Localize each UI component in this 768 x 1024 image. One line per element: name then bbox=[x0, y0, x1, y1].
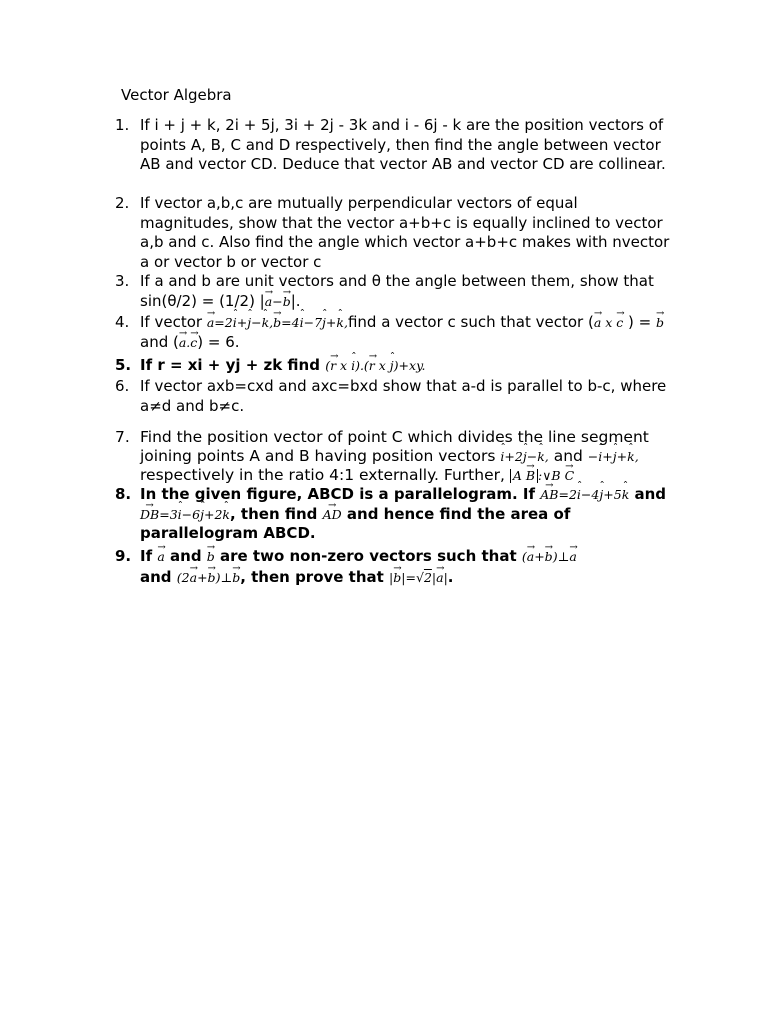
document-title: Vector Algebra bbox=[121, 86, 232, 104]
question-number: 2. bbox=[115, 194, 130, 212]
question-7 bbox=[115, 428, 675, 485]
question-3 bbox=[115, 272, 675, 311]
question-text: If r = xi + yj + zk find (→ r x ˆ i).(→ r x ˆ j)+xy. bbox=[140, 356, 675, 376]
math-expression: → DB=3ˆ i−6ˆ j+2ˆ k bbox=[140, 507, 230, 522]
question-number: 4. bbox=[115, 313, 130, 331]
question-8 bbox=[115, 485, 675, 544]
math-expression: → a bbox=[157, 549, 164, 564]
math-expression: −ˆ i+ˆ j+ˆ k, bbox=[588, 449, 639, 464]
math-expression: → a−→ b bbox=[265, 294, 291, 309]
question-text: In the given figure, ABCD is a parallelogram. If → AB=2ˆ i−4ˆ j+5ˆ k and → DB=3ˆ i−6ˆ j+2ˆ k, then find → AD and hence find the area of parallelogram ABCD. bbox=[140, 485, 675, 544]
math-expression: → b bbox=[656, 315, 664, 330]
question-text: If vector → a=2ˆ i+ˆ j−ˆ k,→ b=4ˆ i−7ˆ j+ˆ k,find a vector c such that vector (→ a x → c ) = → b and (→ a.→ c) = 6. bbox=[140, 313, 675, 352]
question-4 bbox=[115, 313, 675, 352]
math-expression: A → B :∨B → C bbox=[510, 468, 574, 483]
question-text: If i + j + k, 2i + 5j, 3i + 2j - 3k and i - 6j - k are the position vectors of points A, B, C and D respectively, then find the angle between vector AB and vector CD. Deduce that vector AB and vector CD are collinear. bbox=[140, 116, 666, 173]
math-expression: → a x → c bbox=[594, 315, 623, 330]
math-expression: → AD bbox=[323, 507, 342, 522]
math-expression: ˆ i+2ˆ j−ˆ k, bbox=[500, 449, 548, 464]
math-expression: → a=2ˆ i+ˆ j−ˆ k,→ b=4ˆ i−7ˆ j+ˆ k, bbox=[207, 315, 348, 330]
question-9 bbox=[115, 546, 675, 588]
math-expression: (→ a+→ b)⊥→ a bbox=[522, 549, 577, 564]
question-text: If a and b are unit vectors and θ the angle between them, show that sin(θ/2) = (1/2) |→ a−→ b|. bbox=[140, 272, 675, 311]
question-text: If vector a,b,c are mutually perpendicular vectors of equal magnitudes, show that the vector a+b+c is equally inclined to vector a,b and c. Also find the angle which vector a+b+c makes with nvector a or vector b or vector c bbox=[140, 194, 670, 271]
math-expression: → AB=2ˆ i−4ˆ j+5ˆ k bbox=[540, 487, 629, 502]
question-number: 3. bbox=[115, 272, 130, 290]
question-number: 9. bbox=[115, 547, 132, 565]
question-number: 6. bbox=[115, 377, 130, 395]
math-expression: → b bbox=[207, 549, 215, 564]
question-number: 5. bbox=[115, 356, 132, 374]
math-expression: (→ r x ˆ i).(→ r x ˆ j)+xy. bbox=[325, 358, 425, 373]
question-text: If → a and → b are two non-zero vectors such that (→ a+→ b)⊥→ a and (2→ a+→ b)⊥→ b, then prove that |→ b|=√2|→ a|. bbox=[140, 546, 675, 588]
question-number: 8. bbox=[115, 485, 132, 503]
math-expression: (2→ a+→ b)⊥→ b bbox=[177, 570, 240, 585]
math-expression: → a.→ c bbox=[179, 335, 197, 350]
question-5 bbox=[115, 356, 675, 376]
question-2 bbox=[115, 194, 675, 272]
question-number: 7. bbox=[115, 428, 130, 446]
question-6 bbox=[115, 377, 675, 416]
math-expression: |→ b|=√2|→ a| bbox=[389, 570, 448, 585]
question-1 bbox=[115, 116, 675, 175]
question-text: Find the position vector of point C which divides the line segment joining points A and B having position vectors ˆ i+2ˆ j−ˆ k, and −ˆ i+ˆ j+ˆ k, respectively in the ratio 4:1 externally. Further, A → B :∨B → C bbox=[140, 428, 675, 485]
question-number: 1. bbox=[115, 116, 130, 134]
question-text: If vector axb=cxd and axc=bxd show that a-d is parallel to b-c, where a≠d and b≠c. bbox=[140, 377, 667, 415]
